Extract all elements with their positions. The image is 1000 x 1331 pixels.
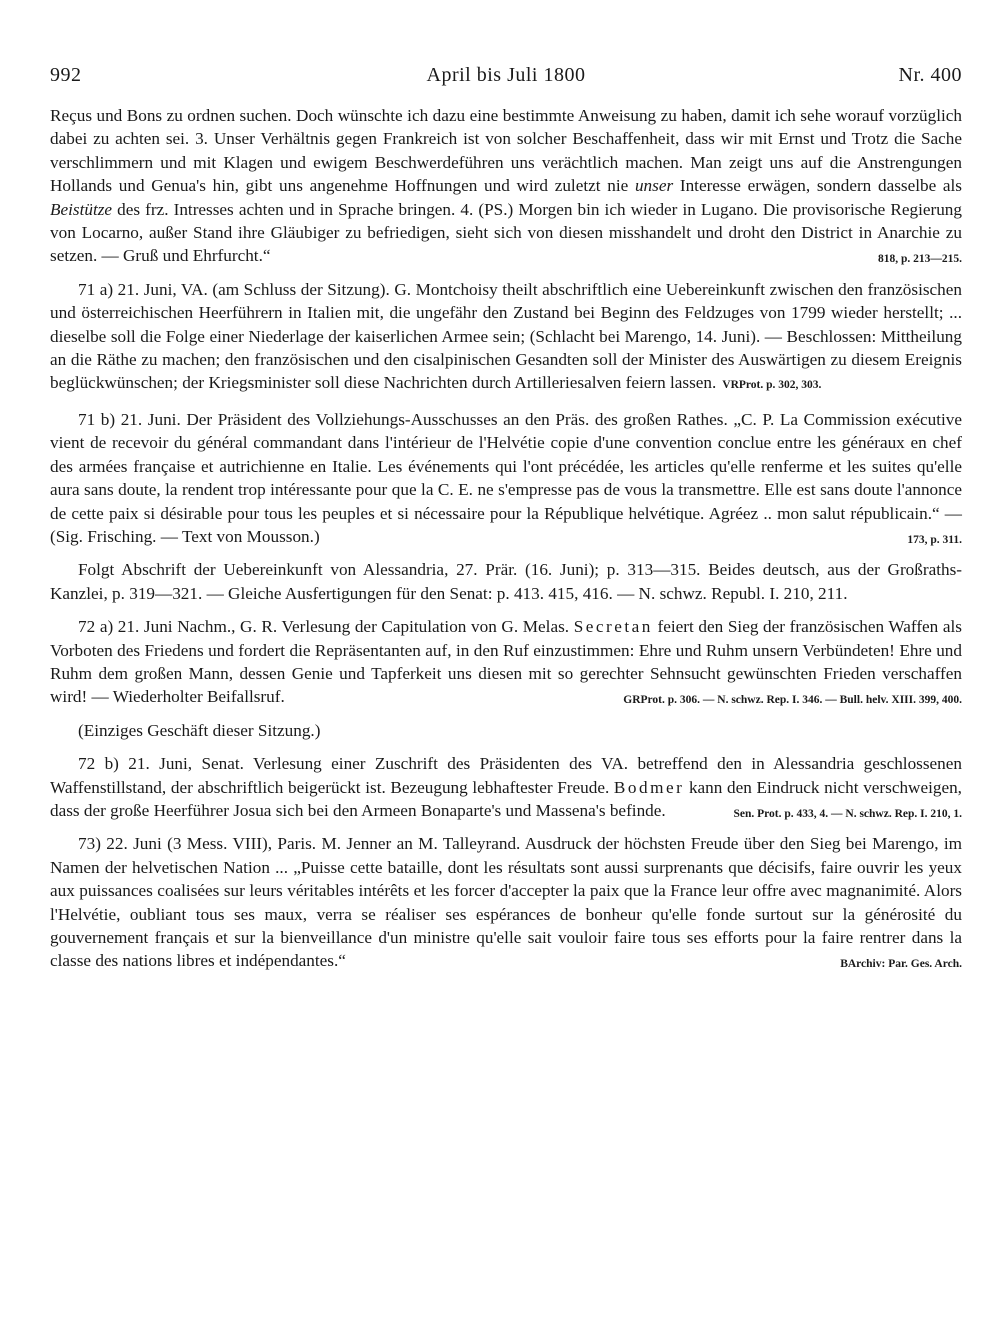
source-reference: BArchiv: Par. Ges. Arch. [840,958,962,971]
paragraph-text: Folgt Abschrift der Uebereinkunft von Alessandria, 27. Prär. (16. Juni); p. 313—315. Beides deutsch, aus der Großraths-Kanzlei, p. 319—321. — Gleiche Ausfertigungen für den Senat: p. 413. 415, 416. — N. schwz. Republ. I. 210, 211. [50,560,962,603]
paragraph-text: des frz. Intresses achten und in Sprache bringen. 4. (PS.) Morgen bin ich wieder in Lugano. Die provisorische Regierung von Locarno, außer Stand ihre Gläubiger zu befriedigen, sieht sich von diesen misshandelt und droht den District in Anarchie zu setzen. — Gruß und Ehrfurcht.“ [50,199,962,266]
running-title: April bis Juli 1800 [426,64,586,86]
entry-71a [50,278,962,398]
paragraph-text: Interesse erwägen, sondern dasselbe als [673,176,962,196]
paragraph-continuation [50,104,962,268]
paragraph-text: feiert den Sieg der französischen Waffen als Vorboten des Friedens und fordert die Repräsentanten auf, in den Ruf einzustimmen: Ehre und Ruhm unsern Verbündeten! Ehre und Ruhm dem großen Mann, dessen Genie und Tapferkeit uns diesen mit so gerechter Sehnsucht gewünschten Frieden verschaffen wird! — Wiederholter Beifallsruf. [50,617,962,707]
paragraph-text: (Einziges Geschäft dieser Sitzung.) [78,720,321,740]
page-header [50,64,962,104]
source-reference: GRProt. p. 306. — N. schwz. Rep. I. 346. — Bull. helv. XIII. 399, 400. [623,694,962,707]
source-reference: Sen. Prot. p. 433, 4. — N. schwz. Rep. I. 210, 1. [733,807,962,820]
italic-word: unser [634,176,674,196]
paragraph-text: Reçus und Bons zu ordnen suchen. Doch wünschte ich dazu eine bestimmte Anweisung zu haben, damit ich sehe worauf vorzüglich dabei zu achten sei. 3. Unser Verhältnis gegen Frankreich ist von solcher Beschaffenheit, dass wir mit Ernst und Trotz die Sache verschlimmern und mit Klagen und ewigem Beschwerdeführen uns verächtlich machen. Man zeigt uns auf die Anstrengungen Hollands und Genua's hin, gibt uns angenehme Hoffnungen und wird zuletzt nie [50,106,962,196]
paragraph-text: 72 a) 21. Juni Nachm., G. R. Verlesung der Capitulation von G. Melas. [78,617,574,637]
source-reference: 173, p. 311. [907,533,962,546]
page-number: 992 [50,64,82,86]
spaced-name: Bodmer [613,777,685,797]
entry-72a [50,615,962,709]
italic-word: Beistütze [50,199,113,219]
paragraph-text: kann den Eindruck nicht verschweigen, dass der große Heerführer Josua sich bei den Armeen Bonaparte's und Massena's befinde. [50,777,962,820]
paragraph-text: 72 b) 21. Juni, Senat. Verlesung einer Zuschrift des Präsidenten des VA. betreffend den in Alessandria geschlossenen Waffenstillstand, der abschriftlich beigerückt ist. Bezeugung lebhaftester Freude. [50,754,962,797]
entry-73 [50,832,962,972]
entry-folgt [50,558,962,605]
entry-note [50,719,962,742]
source-reference: 818, p. 213—215. [877,253,962,266]
paragraph-text: 73) 22. Juni (3 Mess. VIII), Paris. M. Jenner an M. Talleyrand. Ausdruck der höchsten Freude über den Sieg bei Marengo, im Namen der helvetischen Nation ... „Puisse cette bataille, dont les résultats sont aussi surprenants que décisifs, faire ouvrir les yeux aux puissances coalisées sur leurs véritables intérêts et les forcer d'accepter la paix que la France leur offre avec magnanimité. Alors l'Helvétie, oubliant tous ses maux, verra se réaliser ses espérances de bonheur qu'elle fonde surtout sur la générosité du gouvernement français et sur la bienveillance d'un ministre qu'elle sait vouloir faire tous ses efforts pour la faire rentrer dans la classe des nations libres et indépendantes.“ [50,834,962,971]
document-page [50,64,962,983]
entry-72b [50,752,962,822]
paragraph-text: 71 b) 21. Juni. Der Präsident des Vollziehungs-Ausschusses an den Präs. des großen Rathes. „C. P. La Commission exécutive vient de recevoir du général commandant dans l'intérieur de l'Helvétie copie d'une convention conclue entre les généraux en chef des armées française et autrichienne en Italie. Les événements qui l'ont précédée, les articles qu'elle renferme et les suites qu'elle aura sans doute, la rendent trop intéressante pour que la C. E. ne s'empresse pas de vous la transmettre. Elle est sans doute l'annonce de cette paix si désirable pour tous les peuples et si nécessaire pour la République helvétique. Agréez .. mon salut républicain.“ — (Sig. Frisching. — Text von Mousson.) [50,409,962,546]
spaced-name: Secretan [573,617,653,637]
source-reference: VRProt. p. 302, 303. [722,379,822,392]
paragraph-text: 71 a) 21. Juni, VA. (am Schluss der Sitzung). G. Montchoisy theilt abschriftlich eine Uebereinkunft zwischen den französischen und österreichischen Heerführern in Italien mit, die ungefähr den Zustand bei Beginn des Feldzuges von 1799 wieder herstellt; ... dieselbe soll die Folge einer Niederlage der kaiserlichen Armee sein; (Schlacht bei Marengo, 14. Juni). — Beschlossen: Mittheilung an die Räthe zu machen; den französischen und den cisalpinischen Gesandten soll der Minister des Auswärtigen zu diesem Ereignis beglückwünschen; der Kriegsminister soll diese Nachrichten durch Artilleriesalven feiern lassen. [50,279,962,393]
document-number: Nr. 400 [898,64,962,86]
entry-71b [50,408,962,548]
